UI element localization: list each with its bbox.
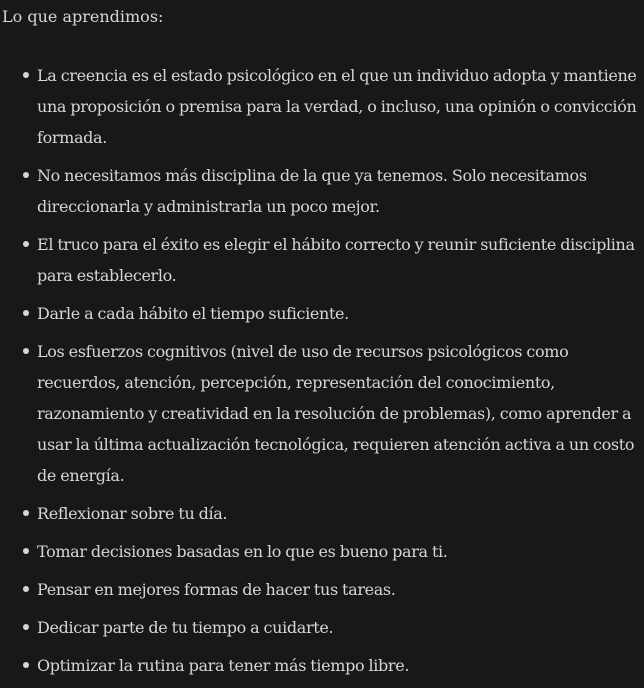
- list-item-text: Pensar en mejores formas de hacer tus tareas.: [37, 580, 396, 599]
- bullet-icon: [23, 72, 29, 78]
- bullet-icon: [23, 310, 29, 316]
- list-item: [0, 536, 644, 567]
- list-item: [0, 650, 644, 681]
- list-item-text: No necesitamos más disciplina de la que ya tenemos. Solo necesitamos direccionarla y administrarla un poco mejor.: [37, 166, 587, 216]
- list-item: [0, 60, 644, 153]
- list-item: [0, 612, 644, 643]
- bullet-icon: [23, 510, 29, 516]
- list-item-text: Optimizar la rutina para tener más tiempo libre.: [37, 656, 410, 675]
- list-item: [0, 498, 644, 529]
- bullet-icon: [23, 548, 29, 554]
- list-item-text: Darle a cada hábito el tiempo suficiente.: [37, 304, 349, 323]
- bullet-icon: [23, 172, 29, 178]
- list-item: [0, 574, 644, 605]
- bullet-icon: [23, 624, 29, 630]
- bullet-icon: [23, 586, 29, 592]
- list-item: [0, 298, 644, 329]
- bullet-icon: [23, 662, 29, 668]
- bullet-icon: [23, 241, 29, 247]
- list-item-text: Los esfuerzos cognitivos (nivel de uso de recursos psicológicos como recuerdos, atención, percepción, representación del conocimiento, razonamiento y creatividad en la resolución de problemas), como aprender a usar la última actualización tecnológica, requieren atención activa a un costo de energía.: [37, 342, 635, 485]
- list-item: [0, 229, 644, 291]
- list-item: [0, 160, 644, 222]
- list-item-text: La creencia es el estado psicológico en el que un individuo adopta y mantiene una proposición o premisa para la verdad, o incluso, una opinión o convicción formada.: [37, 66, 637, 147]
- list-item-text: Dedicar parte de tu tiempo a cuidarte.: [37, 618, 334, 637]
- bullet-icon: [23, 348, 29, 354]
- list-item: [0, 336, 644, 491]
- list-item-text: El truco para el éxito es elegir el hábito correcto y reunir suficiente disciplina para establecerlo.: [37, 235, 635, 285]
- learnings-list: [0, 60, 644, 688]
- section-heading: Lo que aprendimos:: [2, 7, 164, 26]
- list-item-text: Tomar decisiones basadas en lo que es bueno para ti.: [37, 542, 448, 561]
- list-item-text: Reflexionar sobre tu día.: [37, 504, 228, 523]
